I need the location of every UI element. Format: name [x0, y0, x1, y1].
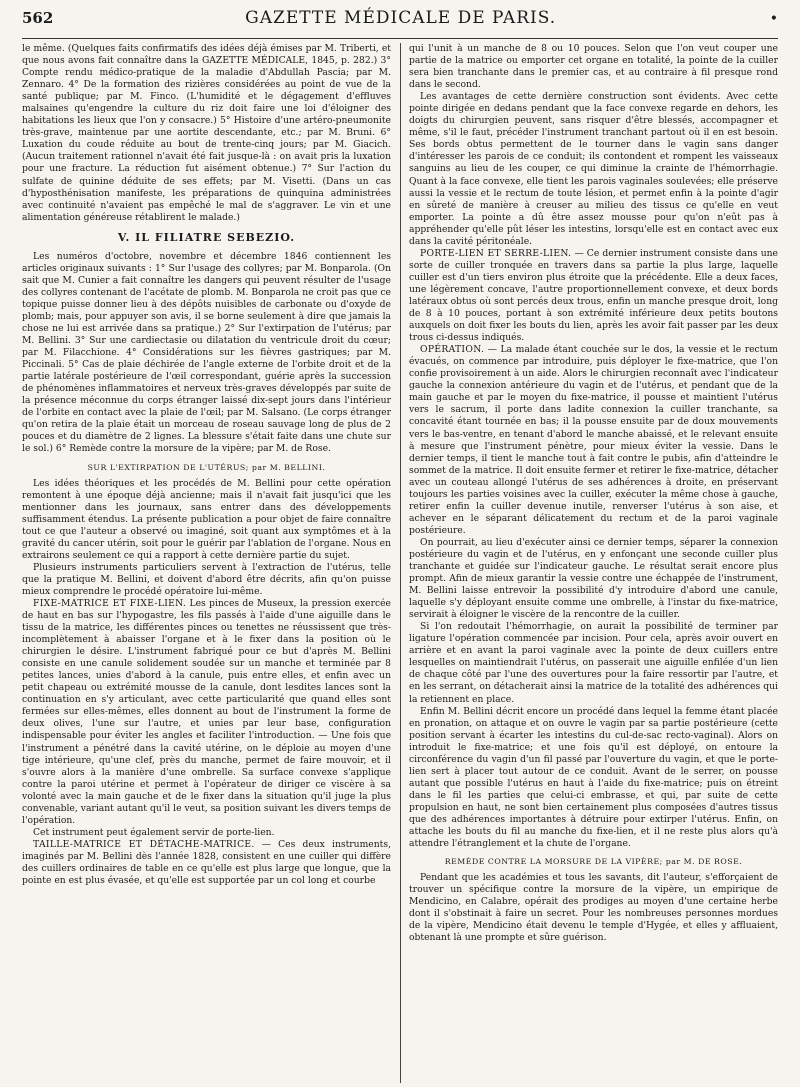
paragraph-lead: OPÉRATION.	[420, 344, 485, 356]
paragraph: Les numéros d'octobre, novembre et décembre 1846 contiennent les articles originaux suivants : 1° Sur l'usage des collyres; par M. Bonparola. (On sait que M. Cunier a fait connaître les dangers qui peuvent résulter de l'usage des collyres contenant de l'acétate de plomb. M. Bonparola ne croit pas que ce topique puisse donner lieu à des dépôts nuisibles de carbonate ou d'oxyde de plomb; mais, pour appuyer son avis, il se borne seulement à dire que jamais la chose ne lui est arrivée dans sa pratique.) 2° Sur l'extirpation de l'utérus; par M. Bellini. 3° Sur une cardiectasie ou dilatation du ventricule droit du cœur; par M. Filacchione. 4° Considérations sur les fièvres gastriques; par M. Piccinali. 5° Cas de plaie déchirée de l'angle externe de l'orbite droit et de la partie latérale postérieure de l'œil correspondant, guérie après la succession de phénomènes inflammatoires et nerveux très-graves développés par suite de la présence méconnue du corps étranger laissé dix-sept jours dans l'intérieur de l'orbite en contact avec la plaie de l'œil; par M. Salsano. (Le corps étranger qu'on retira de la plaie était un morceau de roseau sauvage long de plus de 2 pouces et du diamètre de 2 lignes. La blessure s'était faite dans une chute sur le sol.) 6° Remède contre la morsure de la vipère; par M. de Rose.	[22, 250, 391, 455]
page-header	[22, 8, 778, 39]
paragraph	[22, 598, 391, 827]
paragraph: Pendant que les académies et tous les savants, dit l'auteur, s'efforçaient de trouver un spécifique contre la morsure de la vipère, un empirique de Mendicino, en Calabre, opérait des prodiges au moyen d'une certaine herbe dont il s'obstinait à faire un secret. Pour les nombreuses personnes mordues de la vipère, Mendicino était devenu le temple d'Hygée, et elles y affluaient, obtenant là une prompte et sûre guérison.	[409, 872, 778, 944]
paragraph: qui l'unit à un manche de 8 ou 10 pouces. Selon que l'on veut couper une partie de la matrice ou emporter cet organe en totalité, la pointe de la cuiller sera bien tranchante dans le premier cas, et au contraire à fil presque rond dans le second.	[409, 43, 778, 91]
article-heading: SUR L'EXTIRPATION DE L'UTÉRUS; par M. BELLINI.	[87, 462, 326, 472]
paragraph-body: — La malade étant couchée sur le dos, la vessie et le rectum évacués, on commence par introduire, puis déployer le fixe-matrice, que l'on confie provisoirement à un aide. Alors le chirurgien reconnaît avec l'indicateur gauche la connexion antérieure du vagin et de l'utérus, et pendant que de la main gauche et par le moyen du fixe-matrice, il pousse et maintient l'utérus vers le sacrum, il porte dans ladite connexion la cuiller tranchante, sa concavité étant tournée en bas; il la pousse ensuite par de doux mouvements vers le bas-ventre, en tenant d'abord le manche abaissé, et le relevant ensuite à mesure que l'instrument pénètre, pour mieux éviter la vessie. Dans le dernier temps, il tient le manche tout à fait contre le pubis, afin d'atteindre le sommet de la matrice. Il doit ensuite fermer et retirer le fixe-matrice, détacher avec un couteau allongé l'utérus de ses adhérences à droite, en préservant toujours les parties voisines avec la cuiller, exécuter la même chose à gauche, retirer enfin la cuiller devenue inutile, renverser l'utérus à son aise, et achever en le séparant délicatement du rectum et de la paroi vaginale postérieure.	[409, 344, 778, 536]
left-column	[22, 43, 391, 1083]
header-mark: •	[769, 11, 778, 27]
journal-title: GAZETTE MÉDICALE DE PARIS.	[245, 8, 557, 28]
page-number: 562	[22, 9, 54, 27]
paragraph-body: — Ce dernier instrument consiste dans une sorte de cuiller tronquée en travers dans sa partie la plus large, laquelle cuiller est d'un tiers environ plus étroite que la précédente. Elle a deux faces, une légèrement concave, l'autre proportionnellement convexe, et deux bords latéraux obtus où sont percés deux trous, enfin un manche presque droit, long de 8 à 10 pouces, portant à son extrémité inférieure deux petits boutons auxquels on doit fixer les bouts du lien, après les avoir fait passer par les deux trous ci-dessus indiqués.	[409, 247, 778, 344]
paragraph: le même. (Quelques faits confirmatifs des idées déjà émises par M. Triberti, et que nous avons fait connaître dans la GAZETTE MÉDICALE, 1845, p. 282.) 3° Compte rendu médico-pratique de la maladie d'Abdullah Pascia; par M. Zennaro. 4° De la formation des rizières considérées au point de vue de la santé publique; par M. Finco. (L'humidité et le dégagement d'effluves malsaines qu'engendre la culture du riz doit faire une loi d'éloigner des habitations les lieux que l'on y consacre.) 5° Histoire d'une artéro-pneumonite très-grave, maintenue par une aortite descendante, etc.; par M. Bruni. 6° Luxation du coude réduite au bout de trente-cinq jours; par M. Giacich. (Aucun traitement rationnel n'avait été fait jusque-là : on avait pris la luxation pour une fracture. La réduction fut aisément obtenue.) 7° Sur l'action du sulfate de quinine déduite de ses effets; par M. Visetti. (Dans un cas d'hyposthénisation manifeste, les préparations de quinquina administrées avec continuité n'avaient pas empêché le mal de s'aggraver. Le vin et une alimentation généreuse rétablirent le malade.)	[22, 43, 391, 223]
paragraph-body: Les pinces de Museux, la pression exercée de haut en bas sur l'hypogastre, les fils passés à l'aide d'une aiguille dans le tissu de la matrice, les différentes pinces ou tenettes ne réussissent que très-incomplètement à abaisser l'organe et à le fixer dans la position où le chirurgien le désire. L'instrument fabriqué pour ce but d'après M. Bellini consiste en une canule solidement soudée sur un manche et terminée par 8 petites lances, unies d'abord à la canule, puis entre elles, et enfin avec un petit chapeau ou extrémité mousse de la canule, dont lesdites lances sont la continuation en s'y articulant, avec cette particularité que quand elles sont fermées sur elles-mêmes, elles donnent au bout de l'instrument la forme de deux olives, l'une sur l'autre, et unies par leur base, configuration indispensable pour éviter les angles et faciliter l'introduction. — Une fois que l'instrument a pénétré dans la cavité utérine, on le déploie au moyen d'une tige intérieure, qu'une clef, près du manche, permet de faire mouvoir, et il s'ouvre alors à la manière d'une ombrelle. Sa surface convexe s'applique contre la paroi utérine et permet à l'opérateur de diriger ce viscère à sa volonté avec la main gauche et de le fixer dans la situation qu'il juge la plus convenable, variant autant qu'il le veut, sa position suivant les divers temps de l'opération.	[22, 597, 391, 826]
paragraph	[409, 248, 778, 344]
paragraph: On pourrait, au lieu d'exécuter ainsi ce dernier temps, séparer la connexion postérieure du vagin et de l'utérus, en y enfonçant une seconde cuiller plus tranchante et guidée sur l'indicateur gauche. Le résultat serait encore plus prompt. Afin de mieux garantir la vessie contre une échappée de l'instrument, M. Bellini laisse entrevoir la possibilité d'y introduire d'abord une canule, laquelle s'y déployant ensuite comme une ombrelle, à l'instar du fixe-matrice, servirait à éloigner le viscère de la rencontre de la cuiller.	[409, 536, 778, 621]
paragraph-lead: TAILLE-MATRICE ET DÉTACHE-MATRICE.	[33, 838, 255, 850]
paragraph-lead: FIXE-MATRICE ET FIXE-LIEN.	[33, 597, 187, 609]
paragraph: Les idées théoriques et les procédés de M. Bellini pour cette opération remontent à une époque déjà ancienne; mais il n'avait fait jusqu'ici que les mentionner dans les journaux, sans entrer dans des développements suffisamment étendus. La présente publication a pour objet de faire connaître tout ce que l'auteur a observé ou imaginé, soit quant aux symptômes et à la gravité du cancer utérin, soit pour le guérir par l'ablation de l'organe. Nous en extrairons seulement ce qui a rapport à cette dernière partie du sujet.	[22, 477, 391, 561]
section-heading: V. IL FILIATRE SEBEZIO.	[117, 230, 296, 244]
paragraph-body: — Ces deux instruments, imaginés par M. Bellini dès l'année 1828, consistent en une cuiller qui diffère des cuillers ordinaires de table en ce qu'elle est plus large que longue, que la pointe en est plus évasée, et qu'elle est supportée par un col long et courbe	[22, 838, 391, 887]
paragraph: Plusieurs instruments particuliers servent à l'extraction de l'utérus, telle que la pratique M. Bellini, et doivent d'abord être décrits, afin qu'on puisse mieux comprendre le procédé opératoire lui-même.	[22, 561, 391, 597]
paragraph	[22, 839, 391, 887]
columns	[22, 43, 778, 1083]
paragraph-lead: PORTE-LIEN ET SERRE-LIEN.	[420, 247, 572, 259]
paragraph: Cet instrument peut également servir de porte-lien.	[33, 826, 275, 838]
article-heading: REMÈDE CONTRE LA MORSURE DE LA VIPÈRE; par M. DE ROSE.	[444, 857, 743, 867]
paragraph: Les avantages de cette dernière construction sont évidents. Avec cette pointe dirigée en dedans pendant que la face convexe regarde en dehors, les doigts du chirurgien peuvent, sans risquer d'être blessés, accompagner et même, s'il le faut, précéder l'instrument tranchant partout où il en est besoin. Ses bords obtus permettent de le tourner dans le vagin sans danger d'intéresser les parois de ce conduit; ils contondent et rompent les vaisseaux sanguins au lieu de les couper, ce qui diminue la crainte de l'hémorrhagie. Quant à la face convexe, elle tient les parois vaginales soulevées; elle préserve aussi la vessie et le rectum de toute lésion, et permet enfin à la pointe d'agir en sûreté de manière à creuser au milieu des tissus ce qu'elle en veut emporter. La pointe a dû être assez mousse pour qu'on n'eût pas à appréhender qu'elle pût léser les intestins, lorsqu'elle est en contact avec eux dans la cavité péritonéale.	[409, 91, 778, 247]
paragraph: Si l'on redoutait l'hémorrhagie, on aurait la possibilité de terminer par ligature l'opération commencée par incision. Pour cela, après avoir ouvert en arrière et en avant la paroi vaginale avec la pointe de deux cuillers entre lesquelles on maintiendrait l'utérus, on passerait une aiguille enfilée d'un lien de chaque côté par l'une des ouvertures pour la faire ressortir par l'autre, et en les serrant, on détacherait ainsi la matrice de la totalité des adhérences qui la retiennent en place.	[409, 621, 778, 705]
right-column	[409, 43, 778, 1083]
paragraph	[409, 344, 778, 537]
paragraph: Enfin M. Bellini décrit encore un procédé dans lequel la femme étant placée en pronation, on attaque et on ouvre le vagin par sa partie postérieure (cette position servant à écarter les intestins du cul-de-sac recto-vaginal). Alors on introduit le fixe-matrice; et une fois qu'il est déployé, on entoure la circonférence du vagin d'un fil passé par l'ouverture du vagin, et que le porte-lien sert à placer tout autour de ce conduit. Avant de le serrer, on pousse autant que possible l'utérus en haut à l'aide du fixe-matrice; puis on étreint dans le fil les parties que celui-ci embrasse, et qui, par suite de cette propulsion en haut, ne sont bien certainement plus composées d'autres tissus que des adhérences importantes à détruire pour extirper l'utérus. Enfin, on attache les bouts du fil au manche du fixe-lien, et il ne reste plus alors qu'à attendre l'étranglement et la chute de l'organe.	[409, 705, 778, 850]
column-divider	[400, 43, 401, 1083]
